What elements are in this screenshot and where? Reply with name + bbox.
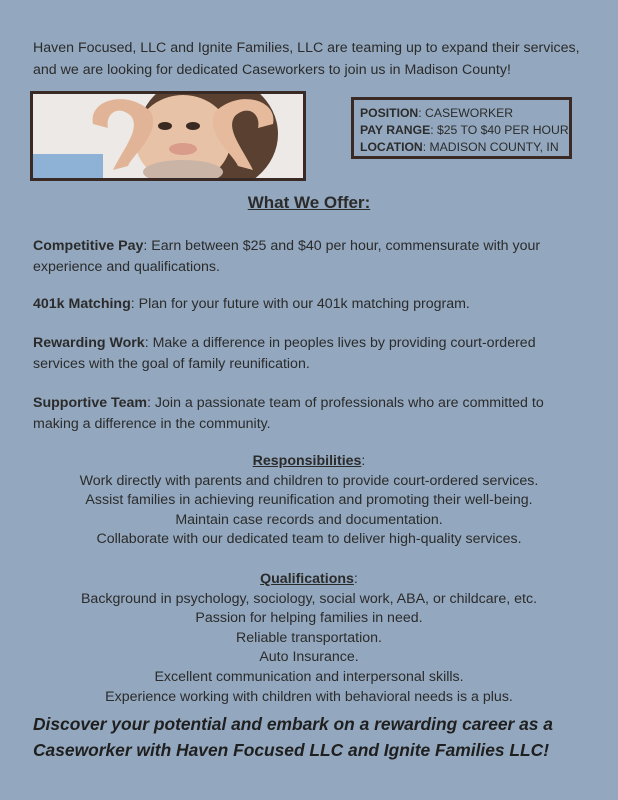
position-line	[360, 105, 569, 122]
pay-range-value: : $25 TO $40 PER HOUR	[430, 123, 569, 137]
list-item: Collaborate with our dedicated team to deliver high-quality services.	[96, 531, 522, 548]
intro-text: Haven Focused, LLC and Ignite Families, LLC are teaming up to expand their services, and we are looking for dedicated Caseworkers to join us in Madison County!	[33, 40, 580, 78]
pay-range-line	[360, 122, 569, 139]
position-value: : CASEWORKER	[418, 106, 514, 120]
list-item: Reliable transportation.	[236, 629, 382, 646]
qualifications-colon: :	[353, 571, 358, 587]
location-line	[360, 139, 569, 156]
closing-statement: Discover your potential and embark on a rewarding career as a Caseworker with Haven Focused LLC and Ignite Families LLC!	[33, 714, 553, 760]
offer-item-text: : Join a passionate team of professionals who are committed to making a difference in the community.	[33, 395, 544, 432]
job-info-box	[351, 97, 572, 159]
offer-item-competitive-pay	[33, 236, 578, 278]
location-value: : MADISON COUNTY, IN	[422, 140, 559, 154]
offer-item-text: : Make a difference in peoples lives by providing court-ordered services with the goal of family reunification.	[33, 335, 536, 372]
list-item: Work directly with parents and children to provide court-ordered services.	[79, 472, 539, 489]
qualifications-title: Qualifications	[260, 571, 354, 587]
qualifications-section	[0, 570, 618, 707]
heart-hands-photo	[30, 91, 306, 181]
offer-item-label: 401k Matching	[33, 296, 131, 312]
responsibilities-title: Responsibilities	[252, 453, 362, 469]
offer-item-401k	[33, 294, 578, 315]
offer-item-label: Competitive Pay	[33, 238, 144, 254]
offer-item-label: Rewarding Work	[33, 335, 145, 351]
heart-hands-image	[33, 94, 303, 178]
list-item: Background in psychology, sociology, social work, ABA, or childcare, etc.	[80, 590, 538, 607]
list-item: Passion for helping families in need.	[195, 610, 423, 627]
position-label: POSITION	[360, 106, 419, 120]
responsibilities-colon: :	[361, 453, 366, 469]
offer-title-colon: :	[364, 193, 371, 212]
list-item: Auto Insurance.	[259, 649, 359, 666]
responsibilities-heading	[0, 452, 618, 472]
offer-item-text: : Plan for your future with our 401k matching program.	[130, 296, 470, 312]
what-we-offer-heading	[0, 193, 618, 213]
offer-item-text: : Earn between $25 and $40 per hour, commensurate with your experience and qualifications.	[33, 238, 541, 275]
offer-item-label: Supportive Team	[33, 395, 148, 411]
offer-item-rewarding-work	[33, 333, 578, 375]
pay-range-label: PAY RANGE	[360, 123, 431, 137]
offer-item-supportive-team	[33, 393, 578, 435]
offer-title: What We Offer	[247, 193, 365, 212]
qualifications-heading	[0, 570, 618, 590]
list-item: Assist families in achieving reunification and promoting their well-being.	[85, 492, 533, 509]
location-label: LOCATION	[360, 140, 423, 154]
list-item: Experience working with children with behavioral needs is a plus.	[105, 688, 513, 705]
list-item: Maintain case records and documentation.	[175, 511, 443, 528]
responsibilities-section	[0, 452, 618, 550]
list-item: Excellent communication and interpersonal skills.	[154, 668, 464, 685]
